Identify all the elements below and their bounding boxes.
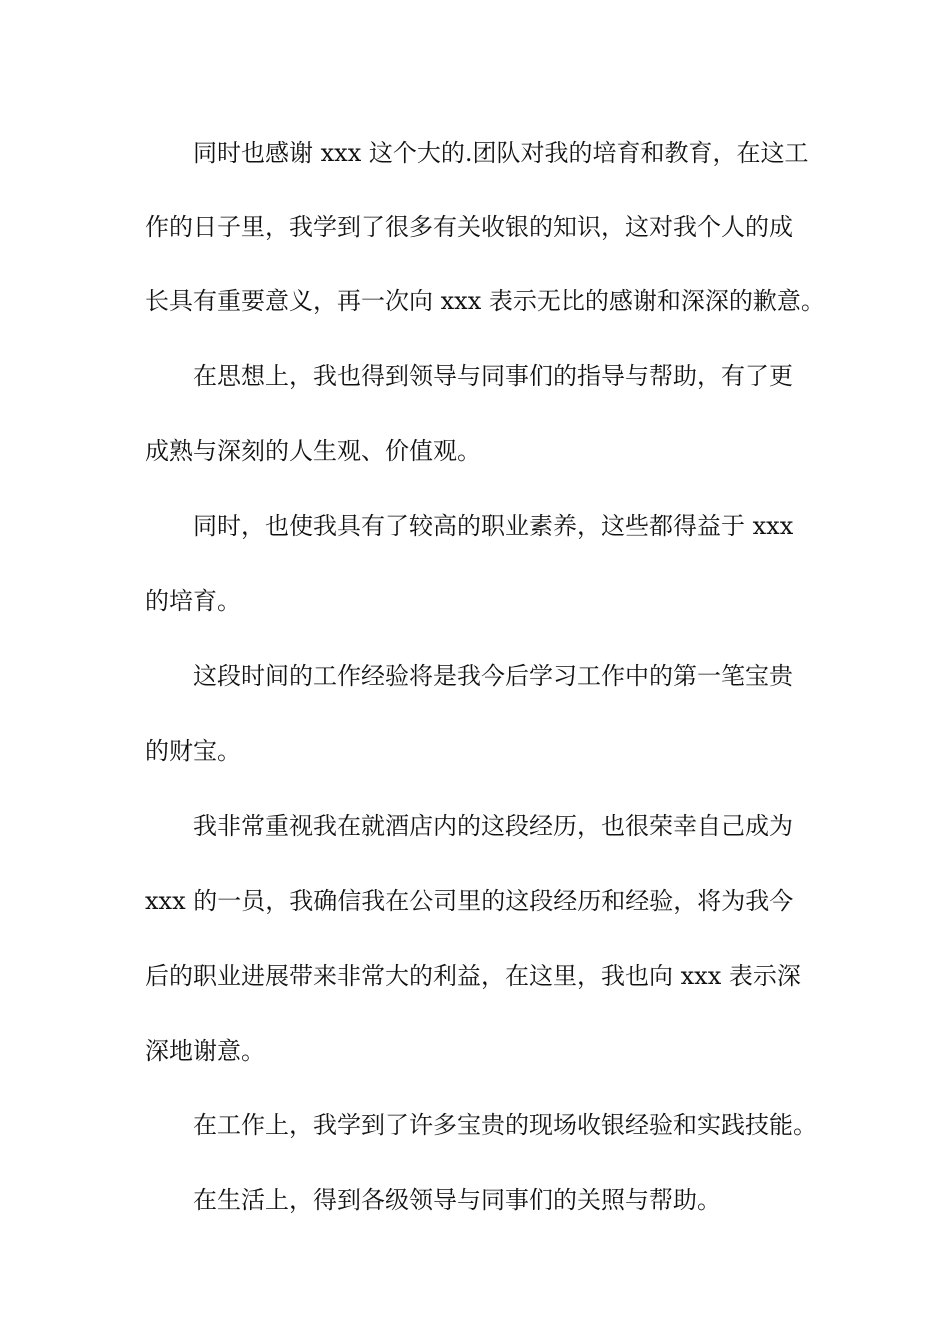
paragraph-line: 作的日子里，我学到了很多有关收银的知识，这对我个人的成 (145, 213, 793, 241)
paragraph-line: 长具有重要意义，再一次向 xxx 表示无比的感谢和深深的歉意。 (145, 287, 825, 315)
paragraph-line: 这段时间的工作经验将是我今后学习工作中的第一笔宝贵 (193, 662, 793, 690)
paragraph-line: 在工作上，我学到了许多宝贵的现场收银经验和实践技能。 (193, 1111, 817, 1139)
paragraph-line: 成熟与深刻的人生观、价值观。 (145, 437, 481, 465)
paragraph-line: 在思想上，我也得到领导与同事们的指导与帮助，有了更 (193, 362, 793, 390)
paragraph-line: 的财宝。 (145, 737, 241, 765)
paragraph-line: 在生活上，得到各级领导与同事们的关照与帮助。 (193, 1186, 721, 1214)
paragraph-line: 深地谢意。 (145, 1037, 265, 1065)
paragraph-line: 的培育。 (145, 587, 241, 615)
paragraph-line: 同时，也使我具有了较高的职业素养，这些都得益于 xxx (193, 512, 794, 540)
paragraph-line: 同时也感谢 xxx 这个大的.团队对我的培育和教育，在这工 (193, 139, 809, 167)
paragraph-line: xxx 的一员，我确信我在公司里的这段经历和经验，将为我今 (145, 887, 794, 915)
paragraph-line: 后的职业进展带来非常大的利益，在这里，我也向 xxx 表示深 (145, 962, 801, 990)
paragraph-line: 我非常重视我在就酒店内的这段经历，也很荣幸自己成为 (193, 812, 793, 840)
